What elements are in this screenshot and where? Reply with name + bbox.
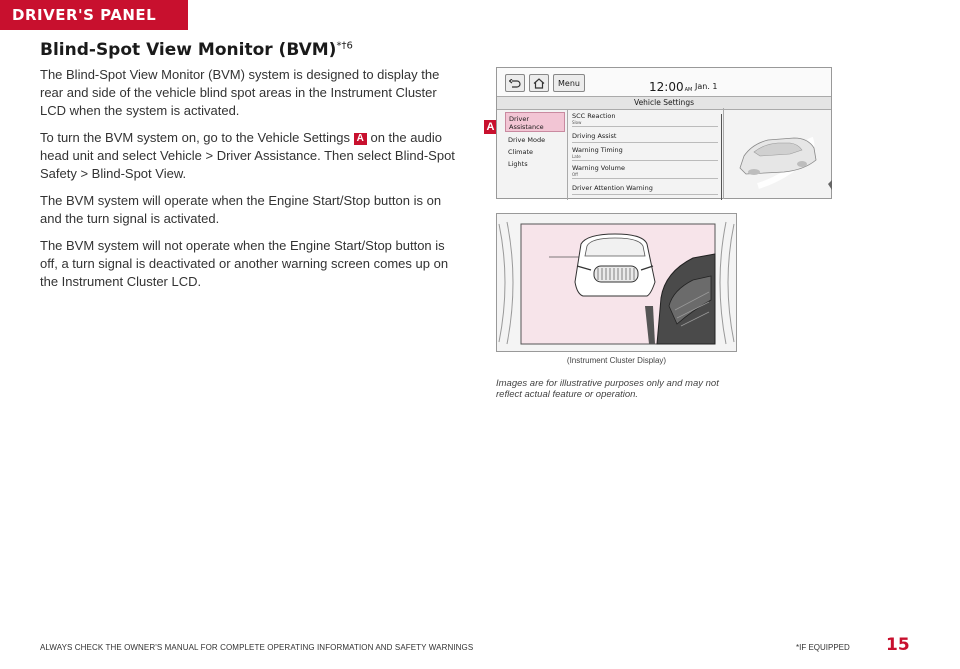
scrollbar[interactable] — [721, 114, 722, 200]
page-title — [40, 40, 353, 60]
menu-button[interactable]: Menu — [553, 74, 585, 92]
settings-options-list — [567, 110, 720, 200]
paragraph-2-start: To turn the BVM system on, go to the Vehicle Settings — [40, 130, 354, 145]
paragraph-4: The BVM system will not operate when the Engine Start/Stop button is off, a turn signal is deactivated or another warning screen comes up on the Instrument Cluster LCD. — [40, 238, 449, 289]
option-driver-attention-warning[interactable] — [572, 182, 718, 195]
settings-category-list — [505, 112, 565, 170]
clock — [649, 80, 692, 94]
option-label: Driving Assist — [572, 132, 617, 140]
title-superscript: *†6 — [336, 40, 353, 52]
option-label: Warning Timing — [572, 146, 623, 154]
cluster-caption: (Instrument Cluster Display) — [566, 356, 667, 365]
date: Jan. 1 — [695, 82, 718, 91]
option-value: Off — [572, 172, 578, 177]
category-climate[interactable]: Climate — [508, 148, 534, 156]
option-label: SCC Reaction — [572, 112, 616, 120]
category-label: Driver Assistance — [509, 115, 544, 131]
title-text: Blind-Spot View Monitor (BVM) — [40, 40, 337, 60]
option-warning-timing[interactable] — [572, 146, 718, 161]
option-warning-volume[interactable] — [572, 164, 718, 179]
category-lights[interactable]: Lights — [508, 160, 528, 168]
clock-ampm: AM — [684, 87, 693, 93]
vehicle-illustration-panel — [723, 108, 832, 199]
section-tab: DRIVER'S PANEL — [0, 0, 188, 30]
clock-time: 12:00 — [649, 80, 684, 94]
instrument-cluster-display — [496, 213, 737, 352]
vehicle-settings-header: Vehicle Settings — [497, 96, 831, 110]
paragraph-1: The Blind-Spot View Monitor (BVM) system is designed to display the rear and side of the vehicle blind spot areas in the Instrument Cluster LCD when the system is activated. — [40, 67, 440, 118]
paragraph-2-end: on the audio head unit and select Vehicle > Driver Assistance. Then select Blind-Spot Safety > Blind-Spot View. — [40, 130, 455, 181]
option-label: Driver Attention Warning — [572, 184, 653, 192]
home-icon[interactable] — [529, 74, 549, 92]
car-illustration-icon — [724, 108, 832, 199]
disclaimer: Images are for illustrative purposes only and may not reflect actual feature or operation. — [496, 378, 719, 400]
body-text — [40, 66, 458, 300]
paragraph-3: The BVM system will operate when the Engine Start/Stop button is on and the turn signal is activated. — [40, 193, 442, 226]
callout-label: A — [484, 120, 497, 134]
callout-badge-inline: A — [354, 133, 367, 145]
head-unit-topbar — [497, 68, 831, 96]
category-drive-mode[interactable]: Drive Mode — [508, 136, 546, 144]
option-driving-assist[interactable] — [572, 130, 718, 143]
page-number: 15 — [886, 635, 910, 655]
back-arrow-icon[interactable] — [505, 74, 525, 92]
option-value: Late — [572, 154, 581, 159]
head-unit-screen — [496, 67, 832, 199]
category-driver-assistance[interactable] — [505, 112, 565, 132]
footer-if-equipped: *IF EQUIPPED — [796, 643, 850, 652]
rear-car-icon — [575, 234, 655, 296]
option-label: Warning Volume — [572, 164, 625, 172]
blind-spot-camera-view — [497, 214, 736, 351]
option-value: Slow — [572, 120, 582, 125]
option-scc-reaction[interactable] — [572, 112, 718, 127]
paragraph-2 — [40, 129, 458, 183]
footer-warning: ALWAYS CHECK THE OWNER'S MANUAL FOR COMPLETE OPERATING INFORMATION AND SAFETY WARNINGS — [40, 643, 474, 652]
